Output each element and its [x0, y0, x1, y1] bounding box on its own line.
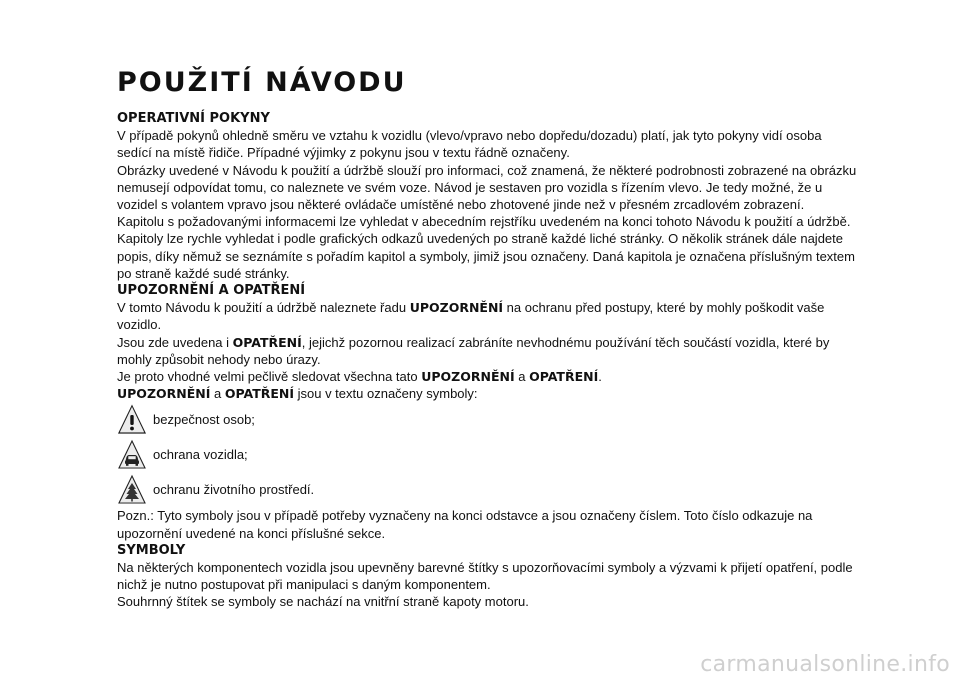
symbol-row-person — [117, 402, 857, 437]
paragraph — [117, 334, 857, 368]
text: jsou v textu označeny symboly: — [294, 386, 478, 402]
symbol-label: bezpečnost osob; — [153, 412, 255, 428]
page-title: POUŽITÍ NÁVODU — [117, 67, 407, 98]
paragraph — [117, 368, 857, 385]
paragraph — [117, 299, 857, 333]
text: Je proto vhodné velmi pečlivě sledovat všechna tato — [117, 369, 422, 385]
bold-term: OPATŘENÍ — [224, 386, 294, 402]
bold-term: UPOZORNĚNÍ — [117, 386, 211, 402]
bold-term: UPOZORNĚNÍ — [409, 300, 504, 316]
warning-tree-icon — [117, 474, 147, 506]
section-heading-operative: OPERATIVNÍ POKYNY — [117, 111, 270, 126]
paragraph: Na některých komponentech vozidla jsou upevněny barevné štítky s upozorňovacími symboly a výzvami k přijetí opatření, podle nichž je nutno postupovat při manipulaci s daným komponentem. — [117, 560, 853, 593]
section-heading-symbols: SYMBOLY — [117, 542, 186, 558]
symbol-row-car — [117, 437, 857, 472]
bold-term: UPOZORNĚNÍ — [421, 369, 515, 385]
paragraph: Kapitoly lze rychle vyhledat i podle grafických odkazů uvedených po straně každé liché stránky. O několik stránek dále najdete popis, díky němuž se seznámíte s pořadím kapitol a symboly, jimiž jsou označeny. Daná kapitola je označena příslušným textem po straně každé sudé stránky. — [117, 231, 855, 281]
text: , jejichž pozornou realizací zabráníte nevhodnému používání těch součástí vozidla, které by mohly způsobit nehody nebo úrazy. — [117, 334, 830, 367]
text: . — [598, 369, 602, 385]
text: Jsou zde uvedena i — [117, 334, 233, 350]
paragraph: Obrázky uvedené v Návodu k použití a údržbě slouží pro informaci, což znamená, že některé podrobnosti zobrazené na obrázku nemusejí odpovídat tomu, co naleznete ve svém voze. Návod je sestaven pro vozidla s řízením vlevo. Je tedy možné, že u vozidel s volantem vpravo jsou některé ovládače umístěné nebo zhotovené jinde než v přesném zrcadlovém zobrazení. — [117, 162, 857, 213]
bold-term: OPATŘENÍ — [529, 369, 599, 385]
section-heading-warnings: UPOZORNĚNÍ A OPATŘENÍ — [117, 283, 306, 299]
warning-person-icon — [117, 404, 147, 436]
text: na ochranu před postupy, které by mohly poškodit vaše vozidlo. — [117, 300, 825, 333]
text: V tomto Návodu k použití a údržbě naleznete řadu — [117, 300, 410, 316]
watermark: carmanualsonline.info — [700, 652, 950, 677]
paragraph: V případě pokynů ohledně směru ve vztahu k vozidlu (vlevo/vpravo nebo dopředu/dozadu) platí, jak tyto pokyny vidí osoba sedící na místě řidiče. Případné výjimky z pokynu jsou v textu řádně označeny. — [117, 128, 822, 161]
symbol-label: ochranu životního prostředí. — [153, 482, 315, 498]
text: a — [210, 386, 225, 402]
bold-term: OPATŘENÍ — [232, 334, 302, 350]
paragraph — [117, 385, 857, 402]
paragraph: Kapitolu s požadovanými informacemi lze vyhledat v abecedním rejstříku uvedeném na konci tohoto Návodu k použití a údržbě. — [117, 214, 851, 230]
text: a — [514, 369, 530, 385]
note-paragraph: Pozn.: Tyto symboly jsou v případě potřeby vyznačeny na konci odstavce a jsou označeny číslem. Toto číslo odkazuje na upozornění uvedené na konci příslušné sekce. — [117, 508, 813, 541]
paragraph: Souhrnný štítek se symboly se nachází na vnitřní straně kapoty motoru. — [117, 594, 529, 610]
symbol-label: ochrana vozidla; — [153, 447, 248, 463]
warning-car-icon — [117, 439, 147, 471]
page-content — [117, 66, 857, 611]
symbol-row-tree — [117, 472, 857, 507]
